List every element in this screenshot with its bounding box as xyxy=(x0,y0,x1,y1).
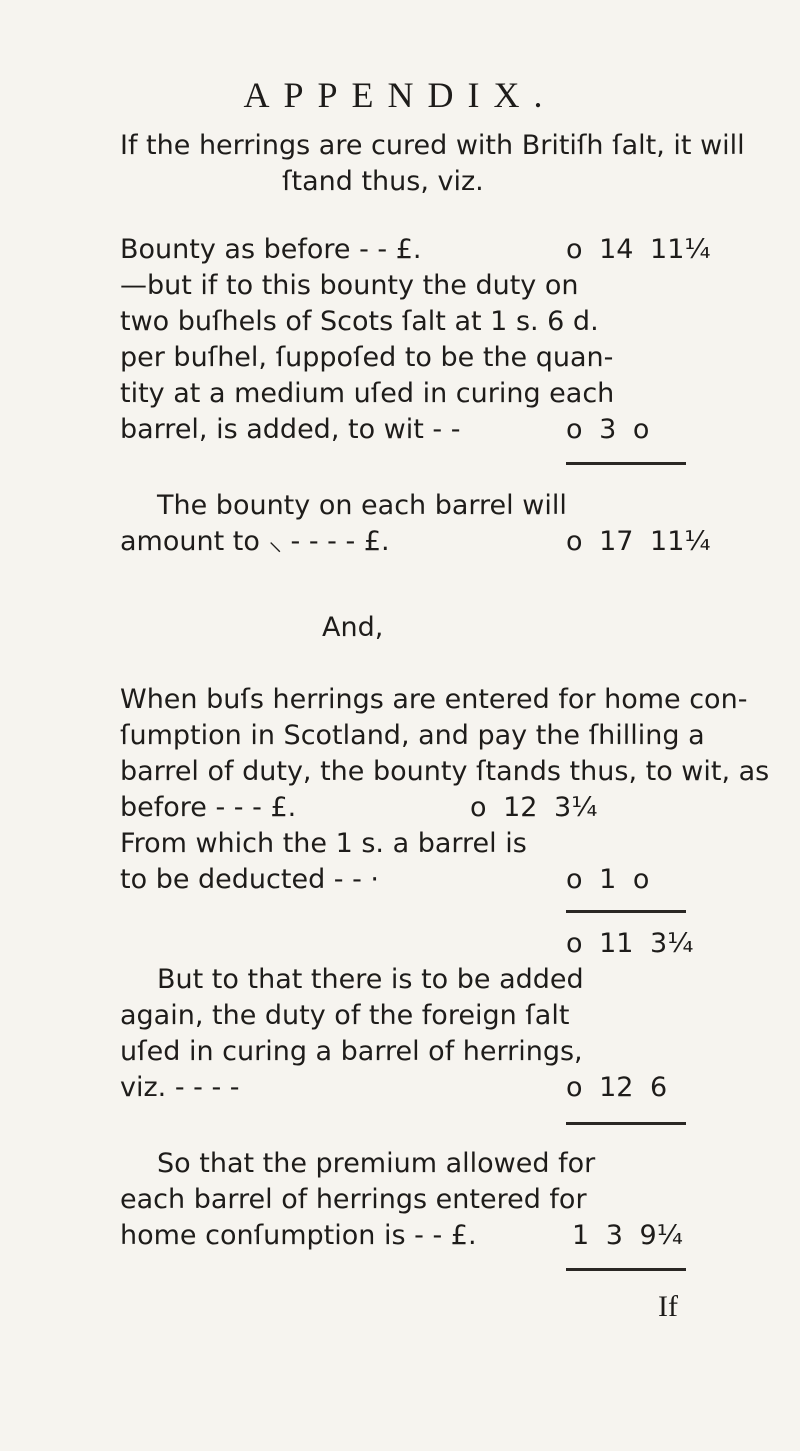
salt-duty-amount: o 3 o xyxy=(566,414,650,445)
foreign-line-1: But to that there is to be added xyxy=(157,964,584,995)
bounty-line-3: two buſhels of Scots ſalt at 1 s. 6 d. xyxy=(120,306,599,337)
foreign-line-3: uſed in curing a barrel of herrings, xyxy=(120,1036,583,1067)
total-line-2: amount to ⸜ - - - - £. xyxy=(120,526,390,557)
intro-line-2: ſtand thus, viz. xyxy=(282,166,484,197)
total-line-1: The bounty on each barrel will xyxy=(157,490,567,521)
home-line-2: ſumption in Scotland, and pay the ſhilling a xyxy=(120,720,705,751)
sum-rule-3 xyxy=(566,1122,686,1125)
bounty-line-2: —but if to this bounty the duty on xyxy=(120,270,579,301)
and-heading: And, xyxy=(322,612,384,643)
home-line-6: to be deducted - - · xyxy=(120,864,380,895)
bounty-line-1: Bounty as before - - £. xyxy=(120,234,422,265)
foreign-salt-amount: o 12 6 xyxy=(566,1072,668,1103)
sum-rule-1 xyxy=(566,462,686,465)
home-deduct-amount: o 1 o xyxy=(566,864,650,895)
foreign-line-2: again, the duty of the foreign ſalt xyxy=(120,1000,570,1031)
home-line-4: before - - - £. xyxy=(120,792,297,823)
bounty-amount: o 14 11¼ xyxy=(566,234,711,265)
sum-rule-2 xyxy=(566,910,686,913)
premium-line-3: home conſumption is - - £. xyxy=(120,1220,477,1251)
home-line-1: When buſs herrings are entered for home con- xyxy=(120,684,748,715)
catchword: If xyxy=(658,1290,678,1323)
home-subtotal-amount: o 11 3¼ xyxy=(566,928,694,959)
page-header: APPENDIX. xyxy=(243,75,557,115)
home-line-5: From which the 1 s. a barrel is xyxy=(120,828,527,859)
total-amount: o 17 11¼ xyxy=(566,526,711,557)
foreign-line-4: viz. - - - - xyxy=(120,1072,240,1103)
premium-line-2: each barrel of herrings entered for xyxy=(120,1184,587,1215)
bounty-line-4: per buſhel, ſuppoſed to be the quan- xyxy=(120,342,614,373)
home-line-3: barrel of duty, the bounty ſtands thus, to wit, as xyxy=(120,756,770,787)
bounty-line-5: tity at a medium uſed in curing each xyxy=(120,378,615,409)
premium-amount: 1 3 9¼ xyxy=(572,1220,683,1251)
home-before-amount: o 12 3¼ xyxy=(470,792,598,823)
bounty-line-6: barrel, is added, to wit - - xyxy=(120,414,461,445)
sum-rule-4 xyxy=(566,1268,686,1271)
premium-line-1: So that the premium allowed for xyxy=(157,1148,596,1179)
intro-line-1: If the herrings are cured with Britiſh ſalt, it will xyxy=(120,130,745,161)
